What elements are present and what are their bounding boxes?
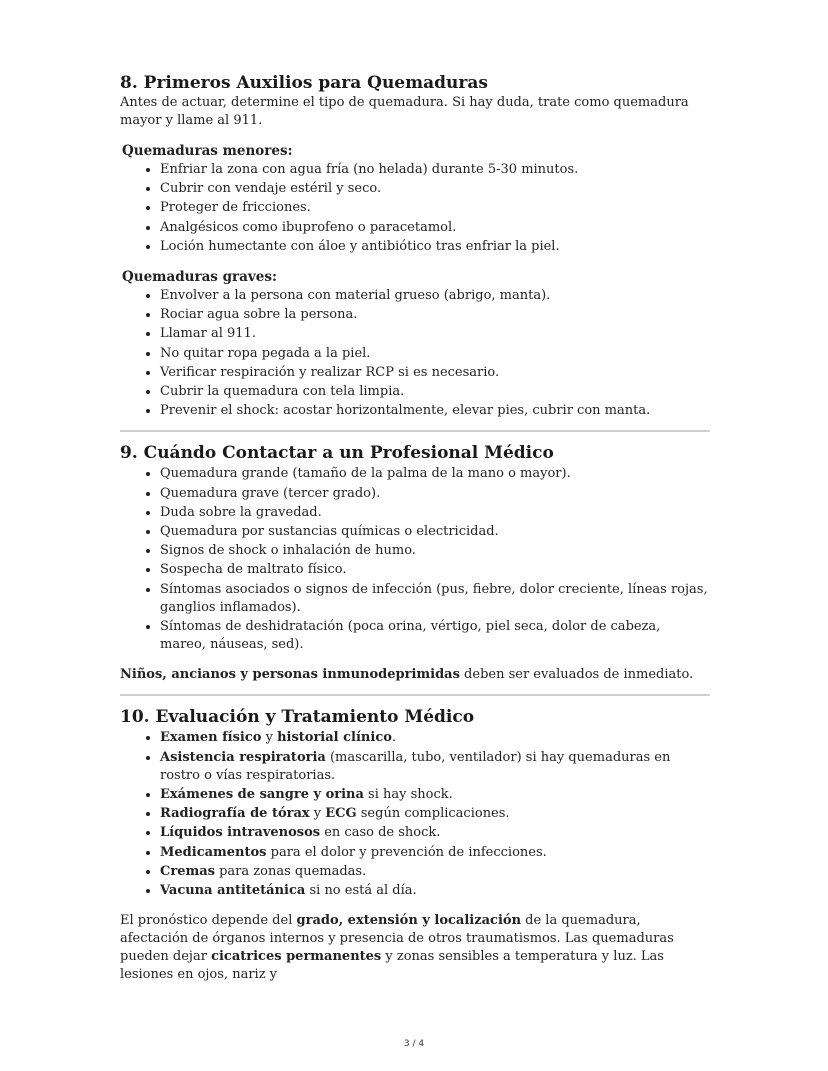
document-page — [120, 72, 710, 984]
para-bold: grado, extensión y localización — [296, 913, 522, 929]
section-10-title: 10. Evaluación y Tratamiento Médico — [120, 707, 475, 728]
list-item: • Analgésicos como ibuprofeno o paracetamol. — [160, 218, 710, 237]
item-bold: Radiografía de tórax — [160, 806, 310, 822]
item-bold: Líquidos intravenosos — [160, 825, 321, 841]
severe-burns-heading: Quemaduras graves: — [122, 269, 277, 286]
section-9-title: 9. Cuándo Contactar a un Profesional Médico — [120, 443, 554, 464]
minor-burns-heading: Quemaduras menores: — [122, 143, 293, 159]
list-item: • Quemadura grande (tamaño de la palma de la mano o mayor). — [160, 464, 710, 483]
list-item: • No quitar ropa pegada a la piel. — [160, 344, 710, 363]
para-bold: cicatrices permanentes — [211, 949, 382, 965]
list-item — [160, 728, 710, 747]
list-item: • Envolver a la persona con material grueso (abrigo, manta). — [160, 286, 710, 305]
item-text: según complicaciones. — [356, 806, 510, 822]
section-divider — [120, 694, 710, 696]
list-item: • Síntomas asociados o signos de infección (pus, fiebre, dolor creciente, líneas rojas, ganglios inflamados). — [160, 580, 710, 617]
list-item — [160, 862, 710, 881]
item-text: si hay shock. — [363, 787, 453, 803]
page-number: 3 / 4 — [403, 1039, 425, 1049]
item-bold: Medicamentos — [160, 844, 267, 860]
item-text: y — [309, 806, 326, 822]
list-item: • Llamar al 911. — [160, 324, 710, 343]
item-text: si no está al día. — [305, 883, 417, 899]
note-bold-text: Niños, ancianos y personas inmunodeprimidas — [120, 667, 460, 683]
list-item: • Enfriar la zona con agua fría (no helada) durante 5-30 minutos. — [160, 160, 710, 179]
prognosis-paragraph — [120, 912, 710, 984]
item-bold: Cremas — [160, 863, 215, 879]
section-8-title: 8. Primeros Auxilios para Quemaduras — [120, 73, 488, 93]
list-item: • Sospecha de maltrato físico. — [160, 560, 710, 579]
list-item: • Rociar agua sobre la persona. — [160, 305, 710, 324]
item-text: . — [391, 730, 397, 746]
item-bold: Asistencia respiratoria — [160, 749, 326, 765]
item-text: (mascarilla, tubo, ventilador) si hay quemaduras en rostro o vías respiratorias. — [160, 749, 671, 783]
contact-doctor-list — [120, 464, 710, 654]
para-text: El pronóstico depende del — [120, 913, 297, 929]
section-contact-doctor — [120, 442, 710, 684]
list-item: • Loción humectante con áloe y antibiótico tras enfriar la piel. — [160, 237, 710, 256]
section-medical-treatment — [120, 706, 710, 984]
item-text: para zonas quemadas. — [214, 863, 367, 879]
item-text: para el dolor y prevención de infecciones. — [266, 844, 547, 860]
para-text: y zonas sensibles a temperatura y luz. Las lesiones en ojos, nariz y — [120, 949, 664, 983]
section-8-intro: Antes de actuar, determine el tipo de quemadura. Si hay duda, trate como quemadura mayor y llame al 911. — [120, 95, 689, 128]
list-item — [160, 823, 710, 842]
list-item — [160, 785, 710, 804]
minor-burns-list — [120, 160, 710, 256]
list-item: • Prevenir el shock: acostar horizontalmente, elevar pies, cubrir con manta. — [160, 401, 710, 420]
treatment-list — [120, 728, 710, 900]
list-item: • Cubrir la quemadura con tela limpia. — [160, 382, 710, 401]
list-item: • Signos de shock o inhalación de humo. — [160, 541, 710, 560]
list-item: • Quemadura grave (tercer grado). — [160, 484, 710, 503]
list-item: • Quemadura por sustancias químicas o electricidad. — [160, 522, 710, 541]
section-divider — [120, 430, 710, 432]
item-bold: Vacuna antitetánica — [160, 883, 306, 899]
item-text: en caso de shock. — [320, 825, 441, 841]
vulnerable-groups-note — [120, 666, 710, 684]
list-item — [160, 843, 710, 862]
list-item — [160, 804, 710, 823]
item-bold: Exámenes de sangre y orina — [160, 787, 364, 803]
item-bold: ECG — [325, 806, 357, 822]
list-item — [160, 881, 710, 900]
list-item: • Cubrir con vendaje estéril y seco. — [160, 179, 710, 198]
note-text: deben ser evaluados de inmediato. — [459, 667, 694, 683]
section-first-aid — [120, 72, 710, 420]
item-bold: Examen físico — [160, 730, 262, 746]
item-bold: historial clínico — [277, 730, 392, 746]
item-text: y — [261, 730, 278, 746]
severe-burns-list — [120, 286, 710, 420]
list-item: • Síntomas de deshidratación (poca orina, vértigo, piel seca, dolor de cabeza, mareo, náuseas, sed). — [160, 617, 710, 654]
list-item — [160, 748, 710, 785]
para-text: de la quemadura, afectación de órganos internos y presencia de otros traumatismos. Las quemaduras pueden dejar — [120, 913, 674, 965]
list-item: • Verificar respiración y realizar RCP si es necesario. — [160, 363, 710, 382]
list-item: • Duda sobre la gravedad. — [160, 503, 710, 522]
list-item: • Proteger de fricciones. — [160, 198, 710, 217]
